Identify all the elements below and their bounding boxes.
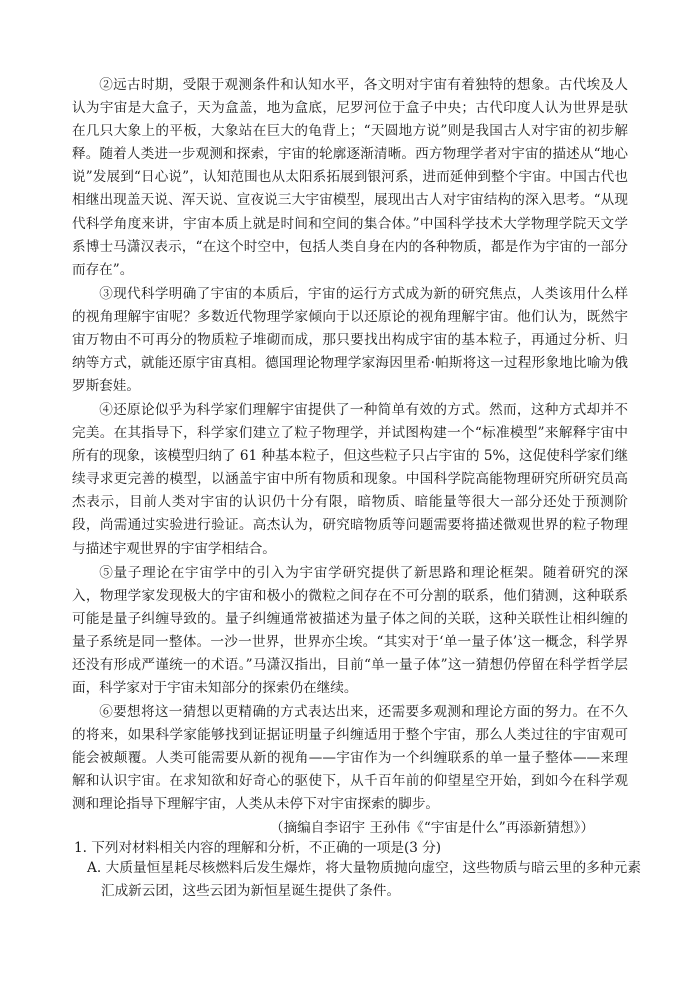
paragraph-6: ⑥要想将这一猜想以更精确的方式表达出来，还需要多观测和理论方面的努力。在不久的将来，如果科学家能够找到证据证明量子纠缠适用于整个宇宙，那么人类过往的宇宙观可能会被颠覆。人类可能需要从新的视角——宇宙作为一个纠缠联系的单一量子整体——来理解和认识宇宙。在求知欲和好奇心的驱使下，从千百年前的仰望星空开始，到如今在科学观测和理论指导下理解宇宙，人类从未停下对宇宙探索的脚步。 (72, 704, 628, 813)
option-a: A. 大质量恒星耗尽核燃料后发生爆炸，将大量物质抛向虚空，这些物质与暗云里的多种元素汇成新云团，这些云团为新恒星诞生提供了条件。 (87, 860, 641, 899)
paragraph-2: ②远古时期，受限于观测条件和认知水平，各文明对宇宙有着独特的想象。古代埃及人认为宇宙是大盒子，天为盒盖，地为盒底，尼罗河位于盒子中央；古代印度人认为世界是驮在几只大象上的平板，大象站在巨大的龟背上；“天圆地方说”则是我国古人对宇宙的初步解释。随着人类进一步观测和探索，宇宙的轮廓逐渐清晰。西方物理学者对宇宙的描述从“地心说”发展到“日心说”，认知范围也从太阳系拓展到银河系，进而延伸到整个宇宙。中国古代也相继出现盖天说、浑天说、宣夜说三大宇宙模型，展现出古人对宇宙结构的深入思考。“从现代科学角度来讲，宇宙本质上就是时间和空间的集合体。”中国科学技术大学物理学院天文学系博士马潇汉表示，“在这个时空中，包括人类自身在内的各种物质，都是作为宇宙的一部分而存在”。 (72, 77, 628, 278)
paragraph-5: ⑤量子理论在宇宙学中的引入为宇宙学研究提供了新思路和理论框架。随着研究的深入，物理学家发现极大的宇宙和极小的微粒之间存在不可分割的联系，他们猜测，这种联系可能是量子纠缠导致的。量子纠缠通常被描述为量子体之间的关联，这种关联性让相纠缠的量子系统是同一整体。一沙一世界，世界亦尘埃。“其实对于‘单一量子体’这一概念，科学界还没有形成严谨统一的术语。”马潇汉指出，目前“单一量子体”这一猜想仍停留在科学哲学层面，科学家对于宇宙未知部分的探索仍在继续。 (72, 565, 628, 697)
paragraph-4: ④还原论似乎为科学家们理解宇宙提供了一种简单有效的方式。然而，这种方式却并不完美。在其指导下，科学家们建立了粒子物理学，并试图构建一个“标准模型”来解释宇宙中所有的现象，该模型归纳了 61 种基本粒子，但这些粒子只占宇宙的 5%，这促使科学家们继续寻求更完善的模型，以涵盖宇宙中所有物质和现象。中国科学院高能物理研究所研究员高杰表示，目前人类对宇宙的认识仍十分有限，暗物质、暗能量等很大一部分还处于预测阶段，尚需通过实验进行验证。高杰认为，研究暗物质等问题需要将描述微观世界的粒子物理与描述宇观世界的宇宙学相结合。 (72, 402, 628, 557)
question-stem: 1. 下列对材料相关内容的理解和分析，不正确的一项是(3 分) (74, 840, 442, 856)
source-citation: （摘编自李诏宇 王孙伟《“宇宙是什么”再添新猜想》） (270, 820, 595, 836)
paragraph-3: ③现代科学明确了宇宙的本质后，宇宙的运行方式成为新的研究焦点，人类该用什么样的视角理解宇宙呢？多数近代物理学家倾向于以还原论的视角理解宇宙。他们认为，既然宇宙万物由不可再分的物质粒子堆砌而成，那只要找出构成宇宙的基本粒子，再通过分析、归纳等方式，就能还原宇宙真相。德国理论物理学家海因里希·帕斯将这一过程形象地比喻为俄罗斯套娃。 (72, 286, 628, 395)
